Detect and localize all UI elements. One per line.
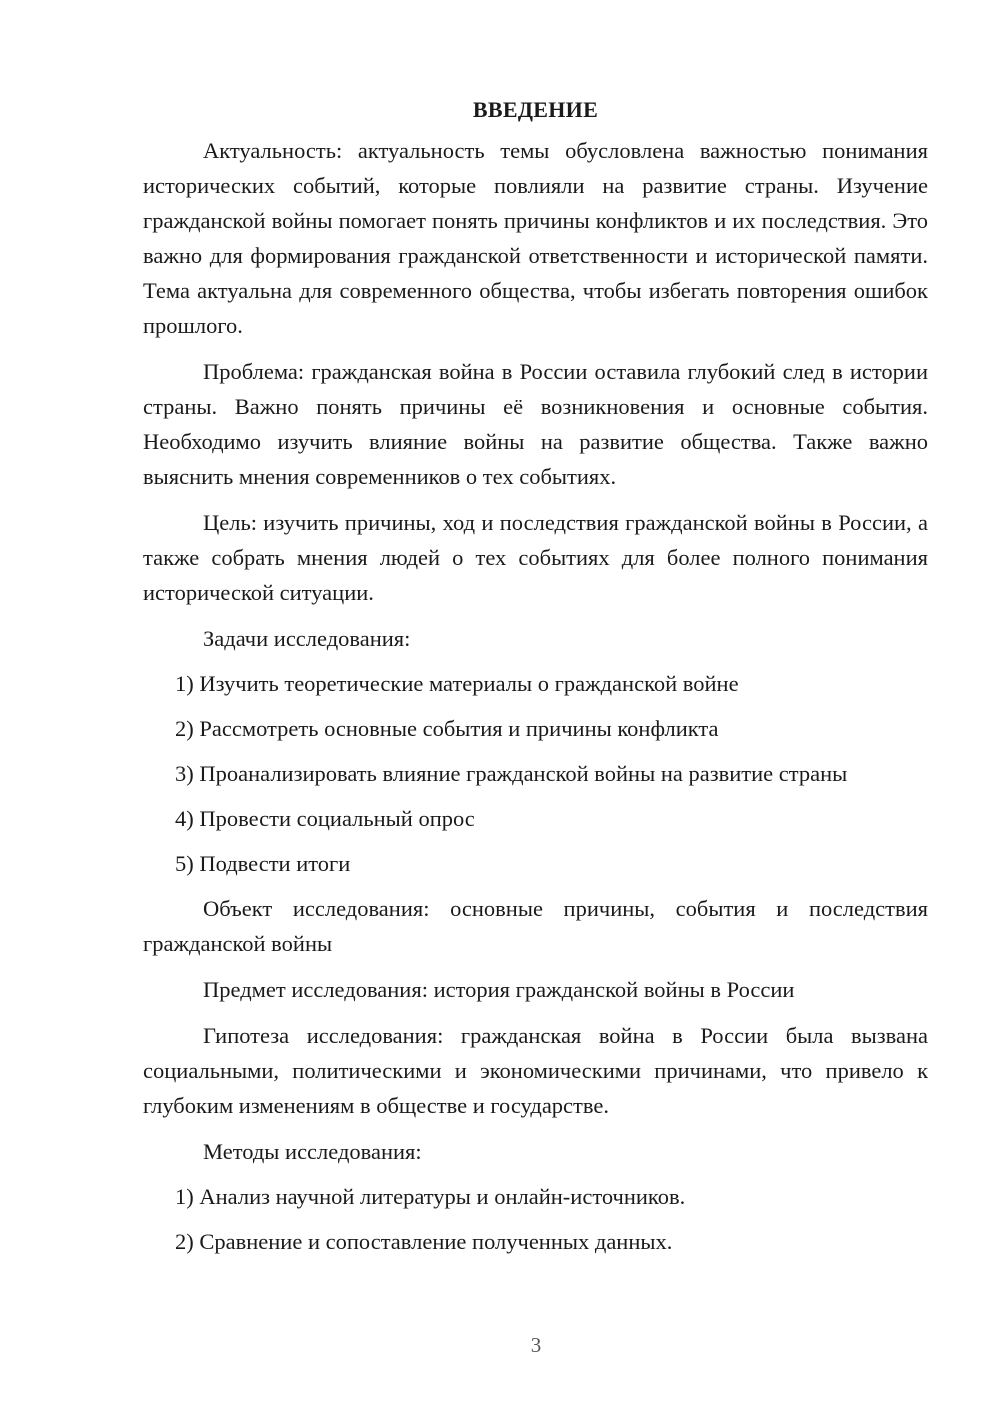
goal-paragraph: Цель: изучить причины, ход и последствия гражданской войны в России, а также собрать мнения людей о тех событиях для более полного понимания исторической ситуации. [143, 510, 928, 605]
subject-paragraph: Предмет исследования: история гражданской войны в России [203, 977, 795, 1002]
task-item: 3) Проанализировать влияние гражданской войны на развитие страны [175, 761, 848, 786]
page-number: 3 [530, 1333, 542, 1357]
document-page [143, 92, 928, 1269]
hypothesis-paragraph: Гипотеза исследования: гражданская война в России была вызвана социальными, политическими и экономическими причинами, что привело к глубоким изменениям в обществе и государстве. [143, 1023, 928, 1118]
method-item: 1) Анализ научной литературы и онлайн-источников. [175, 1184, 686, 1209]
section-title: ВВЕДЕНИЕ [472, 97, 599, 122]
task-item: 5) Подвести итоги [175, 851, 351, 876]
tasks-list [143, 666, 928, 881]
methods-label: Методы исследования: [203, 1139, 422, 1164]
task-item: 4) Провести социальный опрос [175, 806, 475, 831]
problem-paragraph: Проблема: гражданская война в России оставила глубокий след в истории страны. Важно понять причины её возникновения и основные события. Необходимо изучить влияние войны на развитие общества. Также важно выяснить мнения современников о тех событиях. [143, 359, 928, 489]
task-item: 2) Рассмотреть основные события и причины конфликта [175, 716, 719, 741]
relevance-paragraph: Актуальность: актуальность темы обусловлена важностью понимания исторических событий, которые повлияли на развитие страны. Изучение гражданской войны помогает понять причины конфликтов и их последствия. Это важно для формирования гражданской ответственности и исторической памяти. Тема актуальна для современного общества, чтобы избегать повторения ошибок прошлого. [143, 138, 928, 338]
tasks-label: Задачи исследования: [203, 626, 411, 651]
object-paragraph: Объект исследования: основные причины, события и последствия гражданской войны [143, 896, 928, 956]
method-item: 2) Сравнение и сопоставление полученных данных. [175, 1229, 673, 1254]
methods-list [143, 1179, 928, 1259]
task-item: 1) Изучить теоретические материалы о гражданской войне [175, 671, 739, 696]
